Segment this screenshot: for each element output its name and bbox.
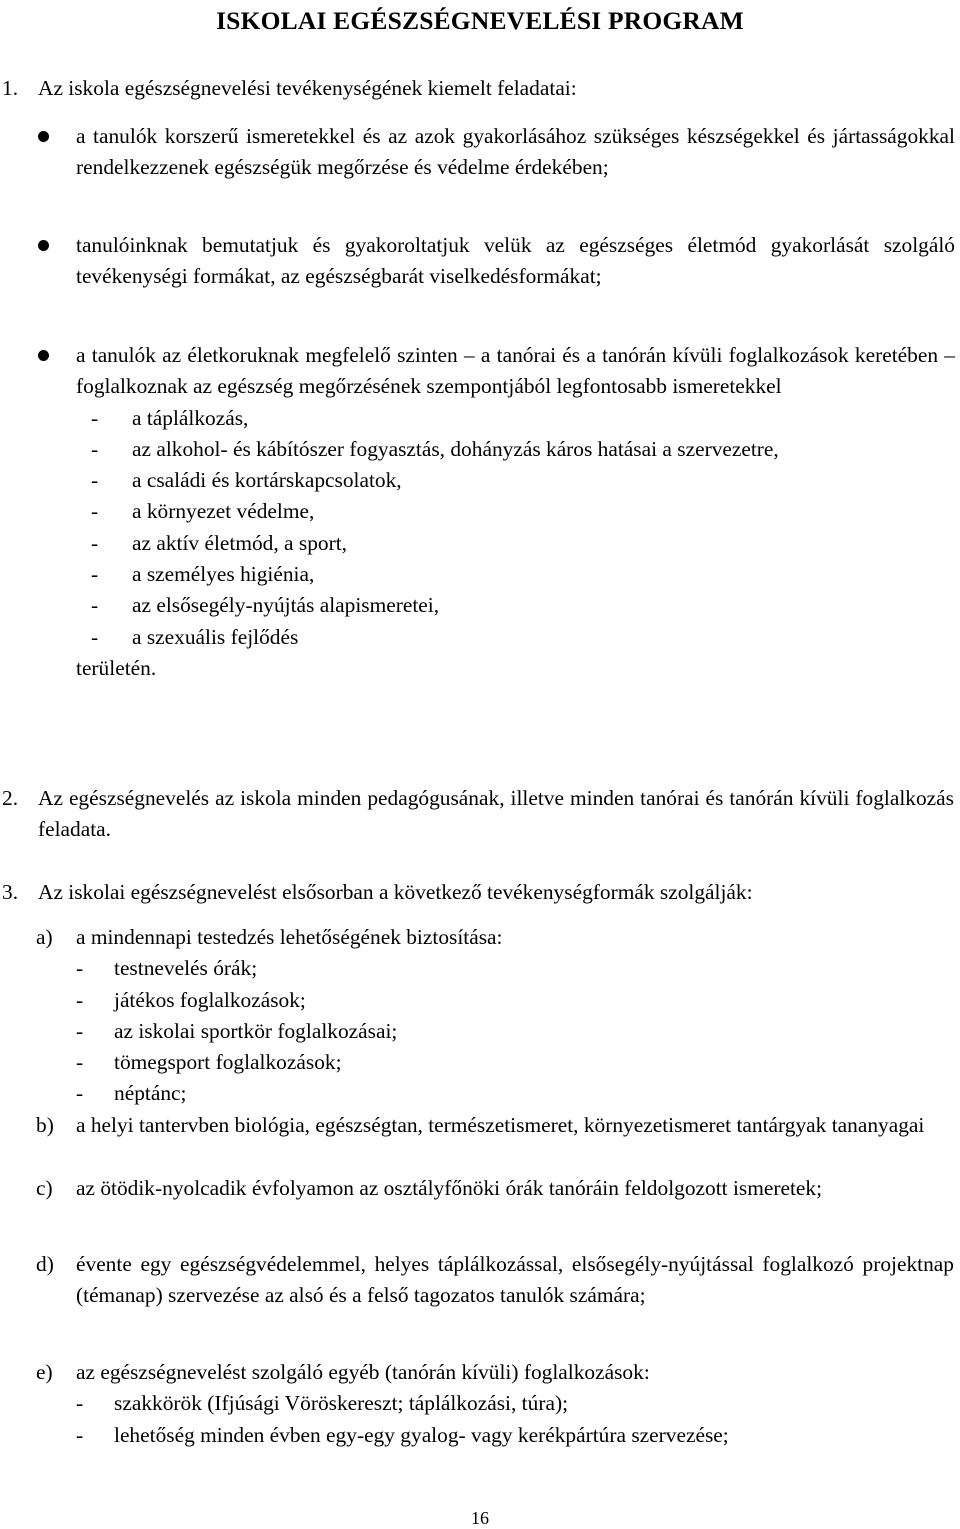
topic-item	[76, 622, 955, 653]
bullet-icon	[38, 240, 49, 251]
dash-marker: -	[91, 499, 99, 524]
page-number: 16	[471, 1508, 489, 1528]
sub-item	[76, 1016, 954, 1047]
topic-item	[76, 496, 955, 527]
dash-marker: -	[76, 1018, 84, 1043]
dash-marker: -	[91, 436, 99, 461]
sub-item-text: játékos foglalkozások;	[114, 987, 306, 1012]
item-text: az egészségnevelést szolgáló egyéb (tanórán kívüli) foglalkozások:	[76, 1360, 650, 1384]
topic-item	[76, 559, 955, 590]
page-title: ISKOLAI EGÉSZSÉGNEVELÉSI PROGRAM	[216, 6, 744, 35]
topic-text: a táplálkozás,	[132, 405, 249, 430]
topic-text: a családi és kortárskapcsolatok,	[132, 468, 402, 493]
closing-text: területén.	[76, 655, 157, 680]
sub-item-text: lehetőség minden évben egy-egy gyalog- vagy kerékpártúra szervezése;	[114, 1422, 729, 1447]
dash-marker: -	[76, 1050, 84, 1075]
sub-item	[76, 1420, 954, 1451]
topic-text: az elsősegély-nyújtás alapismeretei,	[132, 593, 440, 618]
topic-text: az aktív életmód, a sport,	[132, 530, 348, 555]
dash-marker: -	[76, 1081, 84, 1106]
item-label: e)	[36, 1360, 53, 1384]
sub-item	[76, 1047, 954, 1078]
dash-marker: -	[76, 956, 84, 981]
topic-item	[76, 465, 955, 496]
bullet-text: a tanulók az életkoruknak megfelelő szinten – a tanórai és a tanórán kívüli foglalkozások keretében – foglalkoznak az egészség megőrzésének szempontjából legfontosabb ismeretekkel	[76, 343, 955, 399]
bullet-text: tanulóinknak bemutatjuk és gyakoroltatjuk velük az egészséges életmód gyakorlását szolgáló tevékenységi formákat, az egészségbarát viselkedésformákat;	[76, 233, 955, 289]
item-content	[76, 922, 954, 1110]
sub-item-text: az iskolai sportkör foglalkozásai;	[114, 1018, 398, 1043]
topic-item	[76, 590, 955, 621]
topic-item	[76, 434, 955, 465]
dash-marker: -	[76, 1391, 84, 1416]
dash-marker: -	[91, 624, 99, 649]
topic-item	[76, 403, 955, 434]
sub-item-text: néptánc;	[114, 1081, 187, 1106]
sub-item-text: testnevelés órák;	[114, 956, 258, 981]
item-label: a)	[36, 925, 53, 949]
item-label: d)	[36, 1252, 54, 1276]
item-content	[76, 1357, 954, 1451]
section-heading-text: Az iskolai egészségnevelést elsősorban a következő tevékenységformák szolgálják:	[38, 880, 753, 904]
topic-text: a környezet védelme,	[132, 499, 315, 524]
dash-marker: -	[76, 1422, 84, 1447]
sub-item	[76, 953, 954, 984]
item-text: évente egy egészségvédelemmel, helyes táplálkozással, elsősegély-nyújtással foglalkozó projektnap (témanap) szervezése az alsó és a felső tagozatos tanulók számára;	[76, 1252, 954, 1308]
sub-item	[76, 1078, 954, 1109]
bullet-icon	[38, 350, 49, 361]
sub-item-text: tömegsport foglalkozások;	[114, 1050, 342, 1075]
topic-text: az alkohol- és kábítószer fogyasztás, dohányzás káros hatásai a szervezetre,	[132, 436, 779, 461]
bullet-text: a tanulók korszerű ismeretekkel és az azok gyakorlásához szükséges készségekkel és jártasságokkal rendelkezzenek egészségük megőrzése és védelme érdekében;	[76, 124, 955, 180]
sub-item	[76, 1388, 954, 1419]
dash-marker: -	[91, 530, 99, 555]
section-text: Az egészségnevelés az iskola minden pedagógusának, illetve minden tanórai és tanórán kívüli foglalkozás feladata.	[38, 786, 954, 842]
dash-marker: -	[91, 468, 99, 493]
section-number: 2.	[2, 786, 19, 810]
dash-marker: -	[76, 987, 84, 1012]
item-text: az ötödik-nyolcadik évfolyamon az osztályfőnöki órák tanóráin feldolgozott ismeretek;	[76, 1176, 823, 1200]
bullet-content	[76, 340, 955, 684]
dash-marker: -	[91, 405, 99, 430]
dash-marker: -	[91, 562, 99, 587]
bullet-icon	[38, 131, 49, 142]
topic-text: a szexuális fejlődés	[132, 624, 299, 649]
section-number: 3.	[2, 880, 19, 904]
topic-item	[76, 528, 955, 559]
section-number: 1.	[2, 76, 19, 100]
topic-text: a személyes higiénia,	[132, 562, 315, 587]
dash-marker: -	[91, 593, 99, 618]
sub-item-text: szakkörök (Ifjúsági Vöröskereszt; táplálkozási, túra);	[114, 1391, 569, 1416]
item-label: c)	[36, 1176, 53, 1200]
item-text: a helyi tantervben biológia, egészségtan, természetismeret, környezetismeret tantárgyak tananyagai	[76, 1113, 925, 1137]
sub-item	[76, 985, 954, 1016]
item-label: b)	[36, 1113, 54, 1137]
section-heading-text: Az iskola egészségnevelési tevékenységének kiemelt feladatai:	[38, 76, 577, 100]
item-text: a mindennapi testedzés lehetőségének biztosítása:	[76, 925, 503, 949]
